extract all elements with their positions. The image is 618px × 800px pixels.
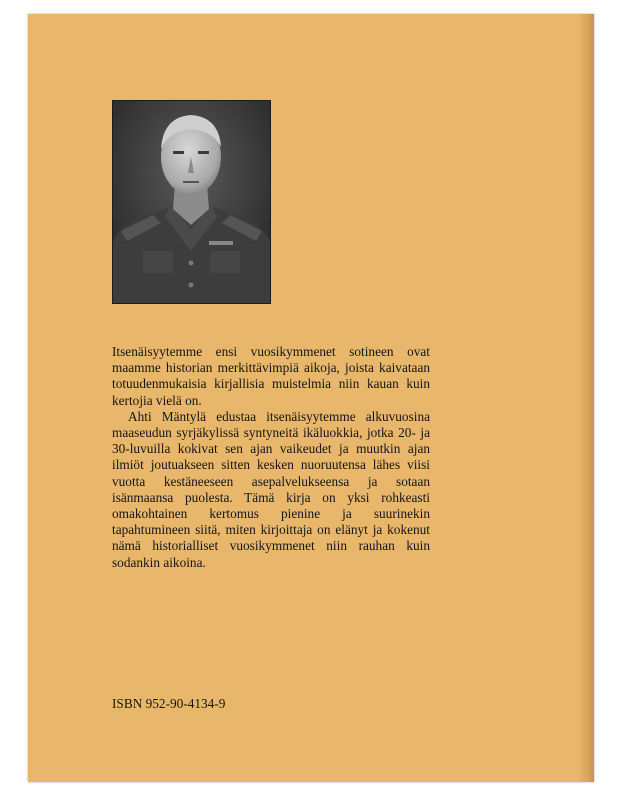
author-portrait-photo bbox=[112, 100, 271, 304]
book-back-cover bbox=[28, 14, 594, 782]
isbn-number: ISBN 952-90-4134-9 bbox=[112, 696, 226, 711]
cover-description bbox=[112, 344, 430, 571]
description-paragraph-2: Ahti Mäntylä edustaa itsenäisyytemme alkuvuosina maaseudun syrjäkylissä syntyneitä ikäluokkia, jotka 20- ja 30-luvuilla kokivat sen ajan vaikeudet ja muutkin ajan ilmiöt joutuakseen sitten kesken nuoruutensa lähes viisi vuotta kestäneeseen asepalvelukseensa ja sotaan isänmaansa puolesta. Tämä kirja on yksi rohkeasti omakohtainen kertomus pienine ja suurinekin tapahtumineen siitä, miten kirjoittaja on elänyt ja kokenut nämä historialliset vuosikymmenet niin rauhan kuin sodankin aikoina. bbox=[112, 408, 430, 570]
portrait-icon bbox=[113, 101, 270, 303]
description-paragraph-1: Itsenäisyytemme ensi vuosikymmenet sotineen ovat maamme historian merkittävimpiä aikoja, joista kaivataan totuudenmukaisia kirjallisia muistelmia niin kauan kuin kertojia vielä on. bbox=[112, 344, 430, 408]
spine-edge bbox=[580, 14, 594, 782]
spine-groove bbox=[548, 14, 551, 782]
